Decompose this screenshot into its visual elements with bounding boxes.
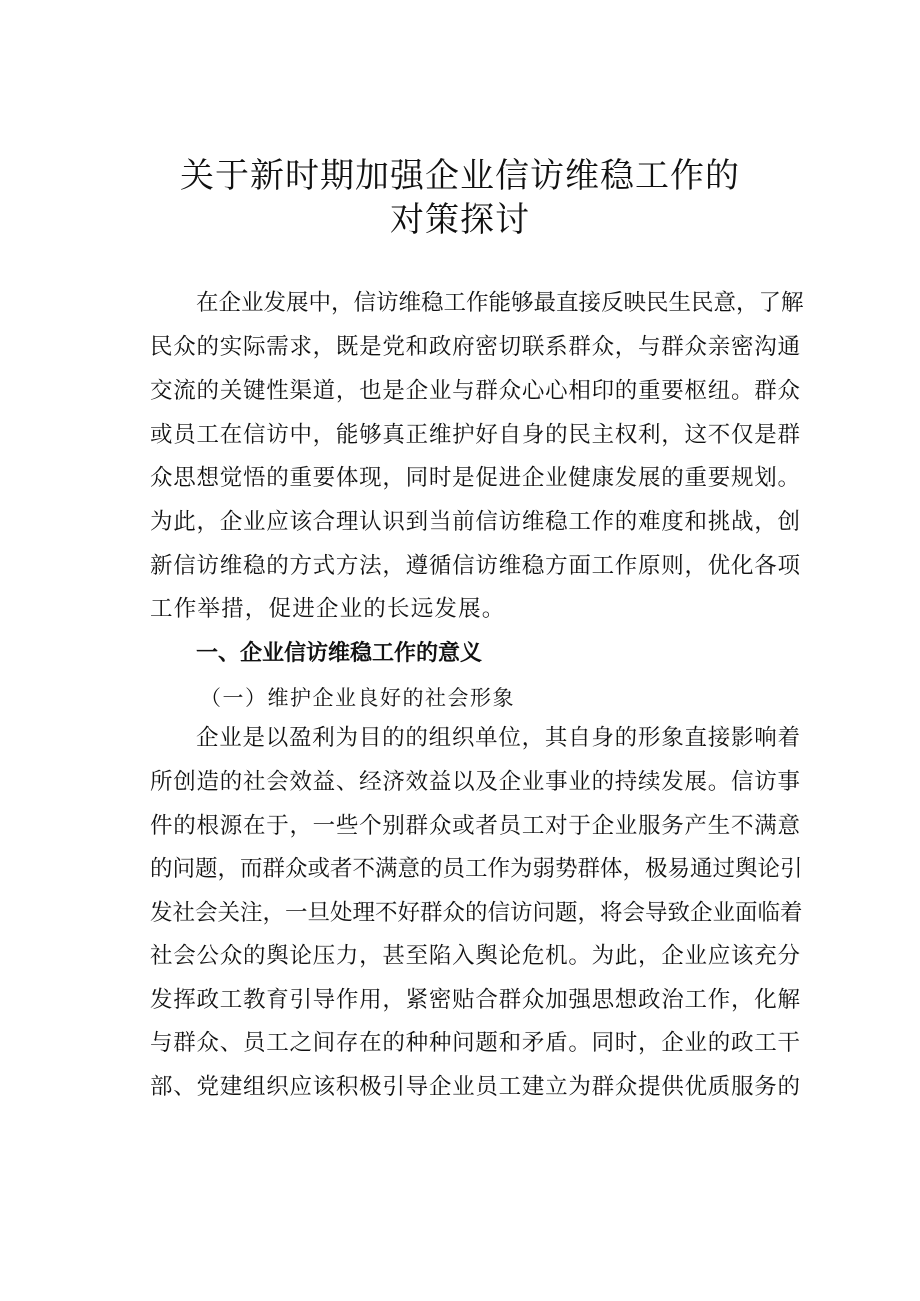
paragraph-2-line: 所创造的社会效益、经济效益以及企业事业的持续发展。信访事: [150, 769, 800, 795]
section-heading: 一、企业信访维稳工作的意义: [196, 641, 483, 666]
paragraph-1-line: 或员工在信访中，能够真正维护好自身的民主权利，这不仅是群: [150, 422, 800, 448]
document-title-line-1: 关于新时期加强企业信访维稳工作的: [180, 156, 740, 196]
paragraph-2-line: 与群众、员工之间存在的种种问题和矛盾。同时，企业的政工干: [150, 1030, 800, 1056]
paragraph-2-line: 发挥政工教育引导作用，紧密贴合群众加强思想政治工作，化解: [150, 987, 800, 1013]
subsection-heading: （一）维护企业良好的社会形象: [200, 686, 515, 710]
paragraph-2-line: 企业是以盈利为目的的组织单位，其自身的形象直接影响着: [196, 725, 800, 751]
document-title-line-2: 对策探讨: [390, 200, 530, 240]
paragraph-1-line: 交流的关键性渠道，也是企业与群众心心相印的重要枢纽。群众: [150, 378, 800, 404]
paragraph-2-line: 发社会关注，一旦处理不好群众的信访问题，将会导致企业面临着: [150, 900, 803, 926]
paragraph-1-line: 为此，企业应该合理认识到当前信访维稳工作的难度和挑战，创: [150, 509, 800, 535]
paragraph-2-line: 件的根源在于，一些个别群众或者员工对于企业服务产生不满意: [150, 813, 800, 839]
paragraph-2-line: 部、党建组织应该积极引导企业员工建立为群众提供优质服务的: [150, 1074, 800, 1100]
paragraph-2-line: 社会公众的舆论压力，甚至陷入舆论危机。为此，企业应该充分: [150, 943, 800, 969]
paragraph-1-line: 在企业发展中，信访维稳工作能够最直接反映民生民意，了解: [196, 290, 804, 316]
paragraph-1-line: 民众的实际需求，既是党和政府密切联系群众，与群众亲密沟通: [150, 334, 800, 360]
paragraph-1-line: 新信访维稳的方式方法，遵循信访维稳方面工作原则，优化各项: [150, 553, 800, 579]
paragraph-2-line: 的问题，而群众或者不满意的员工作为弱势群体，极易通过舆论引: [150, 856, 803, 882]
paragraph-1-line: 工作举措，促进企业的长远发展。: [150, 596, 506, 622]
paragraph-1-line: 众思想觉悟的重要体现，同时是促进企业健康发展的重要规划。: [150, 465, 800, 491]
